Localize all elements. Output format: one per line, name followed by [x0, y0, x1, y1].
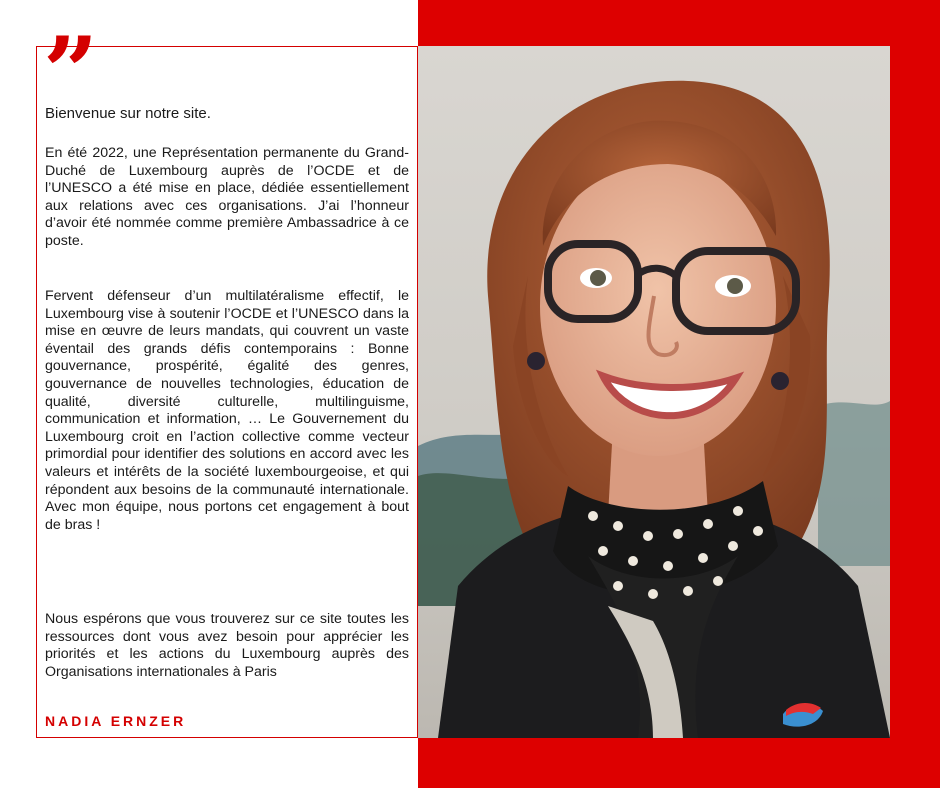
- paragraph-resources: Nous espérons que vous trouverez sur ce site toutes les ressources dont vous avez besoin pour apprécier les priorités et les actions du Luxembourg auprès des Organisations internationales à Paris: [45, 611, 409, 680]
- paragraph-intro: En été 2022, une Représentation permanente du Grand-Duché de Luxembourg auprès de l’OCDE et de l’UNESCO a été mise en place, dédiée essentiellement aux relations avec ces organisations. J’ai l’honneur d’avoir été nommée comme première Ambassadrice à ce poste.: [45, 145, 409, 249]
- portrait-illustration: [418, 46, 890, 738]
- signature-name: NADIA ERNZER: [45, 713, 187, 729]
- paragraph-multilateralism: Fervent défenseur d’un multilatéralisme effectif, le Luxembourg vise à soutenir l’OCDE et l’UNESCO dans la mise en œuvre de leurs mandats, qui couvrent un vaste éventail des grands défis contemporains : Bonne gouvernance, prospérité, égalité des genres, gouvernance de nouvelles technologies, éducation de qualité, diversité culturelle, multilinguisme, communication et information, … Le Gouvernement du Luxembourg croit en l’action collective comme vecteur primordial pour identifier des solutions en accord avec les valeurs et intérêts de la société luxembourgeoise, et qui répondent aux besoins de la communauté internationale. Avec mon équipe, nous portons cet engagement à bout de bras !: [45, 288, 409, 533]
- quote-box: [36, 16, 418, 738]
- ambassador-portrait-photo: [418, 46, 890, 738]
- quote-mark-icon: ”: [43, 16, 93, 129]
- welcome-heading: Bienvenue sur notre site.: [45, 105, 211, 122]
